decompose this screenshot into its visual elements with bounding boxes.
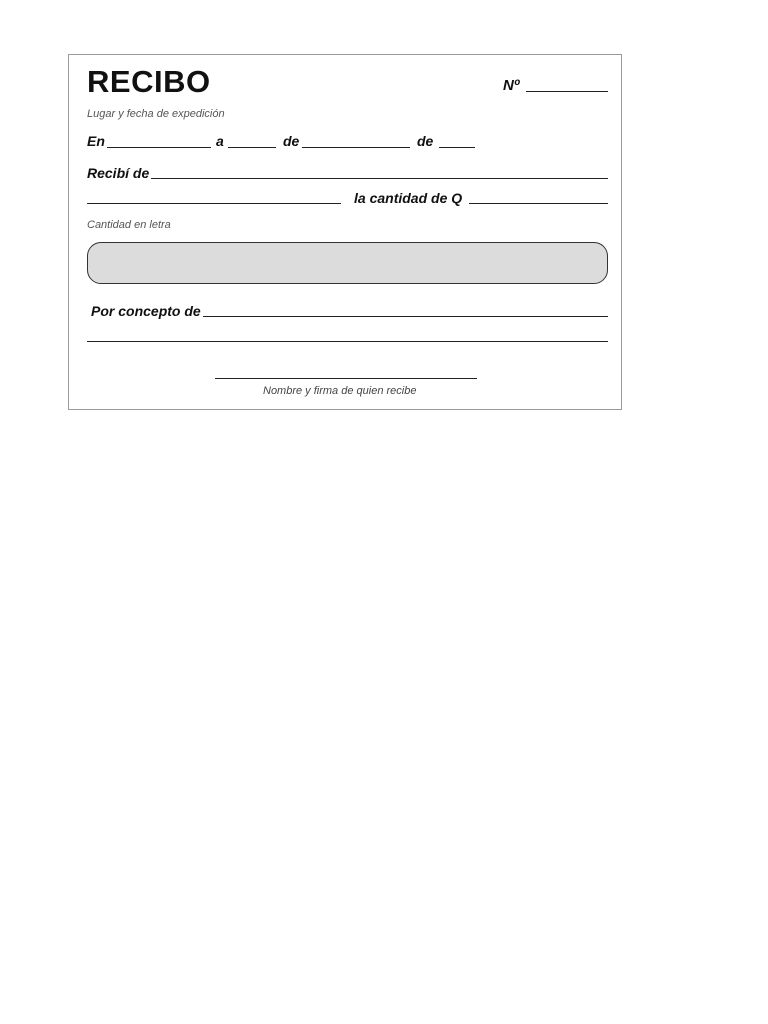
place-date-label: Lugar y fecha de expedición <box>87 108 225 120</box>
date-de-label-1: de <box>283 133 300 149</box>
receipt-number-label: Nº <box>503 77 520 94</box>
signature-label: Nombre y firma de quien recibe <box>263 385 417 397</box>
year-field[interactable] <box>439 147 475 148</box>
received-from-field-continued[interactable] <box>87 203 341 204</box>
receipt-number-field[interactable] <box>526 91 608 92</box>
amount-in-words-label: Cantidad en letra <box>87 219 171 231</box>
day-field[interactable] <box>228 147 276 148</box>
place-field[interactable] <box>107 147 211 148</box>
receipt-title: RECIBO <box>87 64 211 99</box>
receipt-form <box>68 54 622 410</box>
received-from-label: Recibí de <box>87 165 150 181</box>
signature-field[interactable] <box>215 378 477 379</box>
concept-field[interactable] <box>203 316 608 317</box>
date-de-label-2: de <box>417 133 434 149</box>
received-from-field[interactable] <box>151 178 608 179</box>
amount-label: la cantidad de Q <box>354 190 463 206</box>
concept-field-continued[interactable] <box>87 341 608 342</box>
date-en-label: En <box>87 133 105 149</box>
month-field[interactable] <box>302 147 410 148</box>
amount-field[interactable] <box>469 203 608 204</box>
concept-label: Por concepto de <box>91 303 201 319</box>
amount-in-words-box[interactable] <box>87 242 608 284</box>
date-a-label: a <box>216 133 224 149</box>
